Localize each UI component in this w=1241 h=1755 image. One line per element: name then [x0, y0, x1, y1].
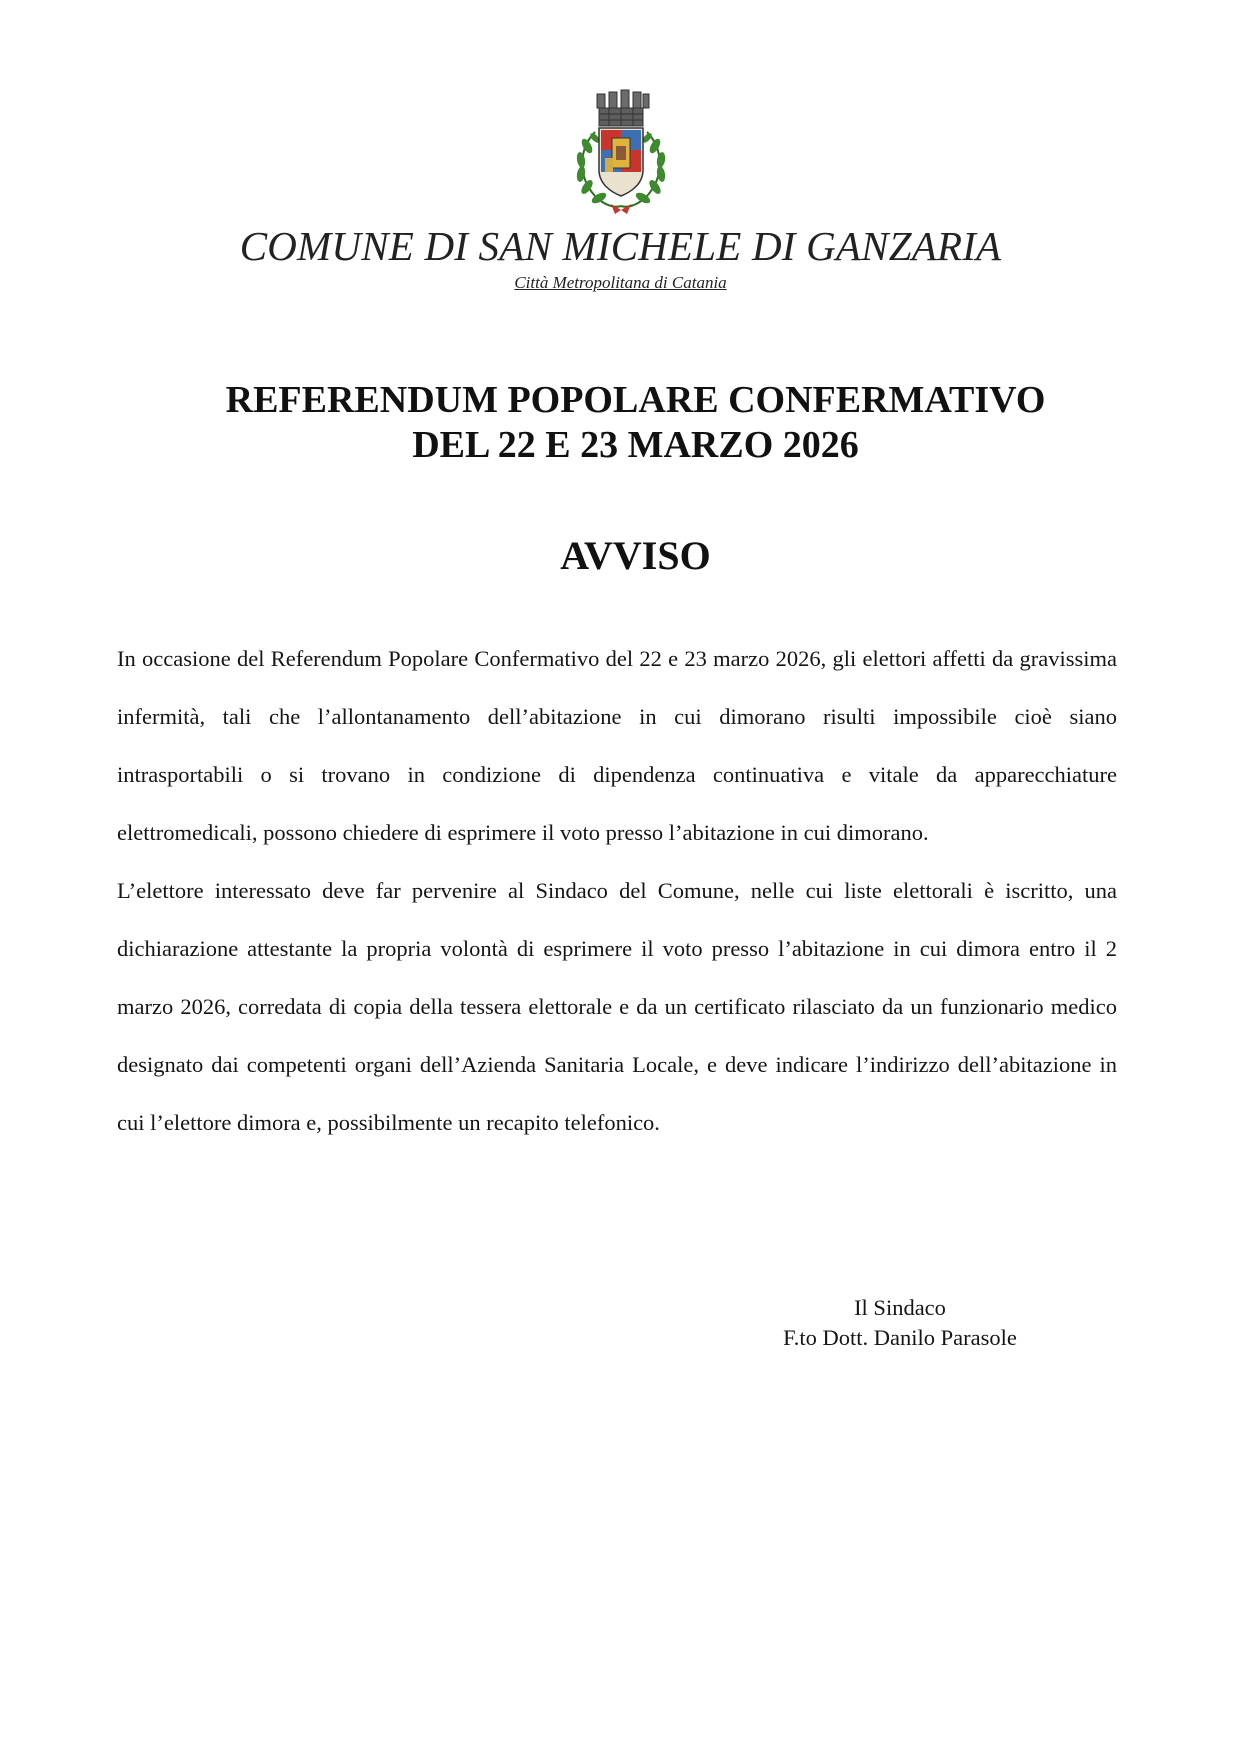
comune-subtitle: Città Metropolitana di Catania: [514, 273, 727, 292]
shield-icon: [599, 128, 643, 196]
document-title: [0, 378, 1241, 468]
notice-body: [117, 630, 1117, 1152]
signature-block: [700, 1293, 1100, 1353]
crown-icon: [597, 90, 649, 126]
municipal-coat-of-arms-icon: [565, 88, 677, 220]
title-line-1: REFERENDUM POPOLARE CONFERMATIVO: [225, 379, 1046, 421]
ribbon-icon: [611, 204, 631, 214]
signature-role: Il Sindaco: [854, 1295, 946, 1320]
title-line-2: DEL 22 E 23 MARZO 2026: [412, 424, 859, 466]
body-paragraph-2: L’elettore interessato deve far pervenire al Sindaco del Comune, nelle cui liste elettorali è iscritto, una dichiarazione attestante la propria volontà di esprimere il voto presso l’abitazione in cui dimora entro il 2 marzo 2026, corredata di copia della tessera elettorale e da un certificato rilasciato da un funzionario medico designato dai competenti organi dell’Azienda Sanitaria Locale, e deve indicare l’indirizzo dell’abitazione in cui l’elettore dimora e, possibilmente un recapito telefonico.: [117, 878, 1117, 1135]
signature-name: F.to Dott. Danilo Parasole: [783, 1325, 1017, 1350]
comune-name: COMUNE DI SAN MICHELE DI GANZARIA: [239, 223, 1002, 269]
body-paragraph-1: In occasione del Referendum Popolare Confermativo del 22 e 23 marzo 2026, gli elettori affetti da gravissima infermità, tali che l’allontanamento dell’abitazione in cui dimorano risulti impossibile cioè siano intrasportabili o si trovano in condizione di dipendenza continuativa e vitale da apparecchiature elettromedicali, possono chiedere di esprimere il voto presso l’abitazione in cui dimorano.: [117, 646, 1117, 845]
notice-label: AVVISO: [560, 533, 711, 578]
